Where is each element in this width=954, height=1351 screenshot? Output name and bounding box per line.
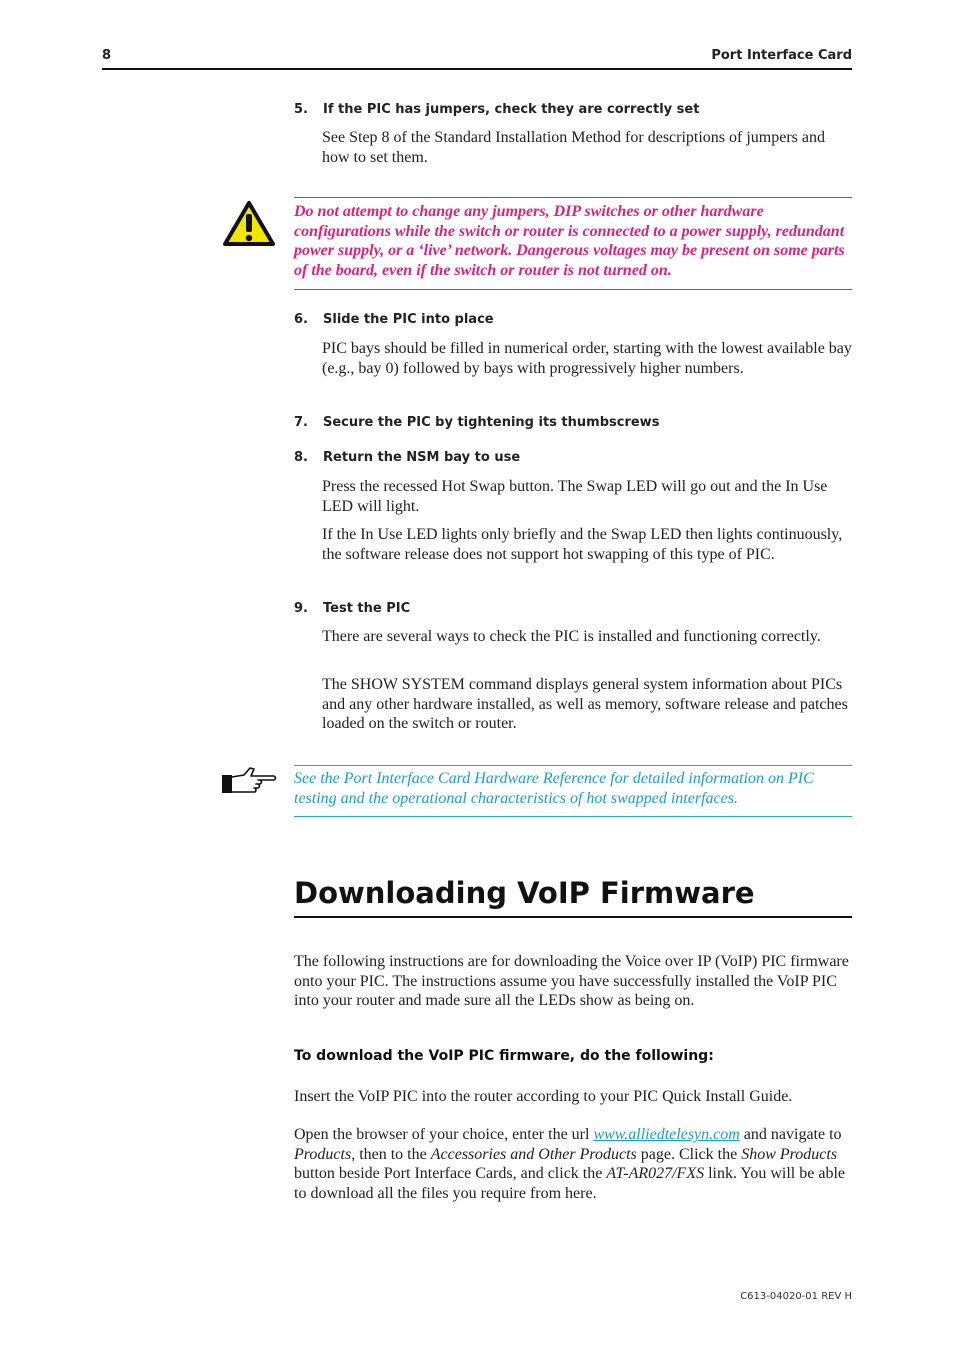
warning-text: Do not attempt to change any jumpers, DIP switches or other hardware configurations while the switch or router is connected to a power supply, redundant power supply, or a ‘live’ network. Dangerous voltages may be present on some parts of the board, even if the switch or router is not turned on. xyxy=(294,203,845,279)
step-9-body-2 xyxy=(322,675,852,734)
paragraph: There are several ways to check the PIC is installed and functioning correctly. xyxy=(322,628,821,645)
product-link-reference: AT-AR027/FXS xyxy=(606,1165,705,1182)
section-intro xyxy=(294,952,854,1011)
warning-box xyxy=(294,197,852,290)
page-number: 8 xyxy=(102,48,112,63)
menu-path-accessories: Accessories and Other Products xyxy=(430,1145,637,1163)
paragraph xyxy=(294,1125,854,1203)
step-7-heading xyxy=(294,415,659,430)
step-title: Return the NSM bay to use xyxy=(323,450,521,465)
step-number: 9. xyxy=(294,601,308,616)
step-title: Secure the PIC by tightening its thumbscrews xyxy=(323,415,660,430)
paragraph: Insert the VoIP PIC into the router according to your PIC Quick Install Guide. xyxy=(294,1088,793,1105)
step-number: 5. xyxy=(294,102,308,117)
step-6-body xyxy=(322,339,852,378)
download-instruction xyxy=(294,1125,854,1203)
note-text: See the Port Interface Card Hardware Reference for detailed information on PIC testing and the operational characteristics of hot swapped interfaces. xyxy=(294,770,814,807)
text-run: button beside Port Interface Cards, and click the xyxy=(294,1165,607,1182)
paragraph: If the In Use LED lights only briefly and the Swap LED then lights continuously, the software release does not support hot swapping of this type of PIC. xyxy=(322,526,843,563)
section-heading: Downloading VoIP Firmware xyxy=(294,876,755,910)
text-run: Open the browser of your choice, enter the url xyxy=(294,1126,594,1143)
procedure-title: To download the VoIP PIC firmware, do the following: xyxy=(294,1048,714,1064)
paragraph: The following instructions are for downloading the Voice over IP (VoIP) PIC firmware onto your PIC. The instructions assume you have successfully installed the VoIP PIC into your router and made sure all the LEDs show as being on. xyxy=(294,953,849,1009)
step-9-body-1 xyxy=(322,627,852,647)
menu-path-products: Products xyxy=(294,1145,352,1163)
header-rule xyxy=(102,68,852,70)
step-number: 8. xyxy=(294,450,308,465)
insert-instruction xyxy=(294,1087,854,1107)
website-link[interactable]: www.alliedtelesyn.com xyxy=(593,1126,740,1143)
note-box xyxy=(294,765,852,817)
step-5-body xyxy=(322,128,852,167)
step-title: Test the PIC xyxy=(323,601,411,616)
pointing-hand-icon xyxy=(220,763,278,802)
step-9-heading xyxy=(294,601,410,616)
step-8-heading xyxy=(294,450,520,465)
section-heading-rule xyxy=(294,916,852,918)
step-8-body-2 xyxy=(322,525,852,564)
text-run: page. Click the xyxy=(636,1145,742,1163)
paragraph: The SHOW SYSTEM command displays general system information about PICs and any other hardware installed, as well as memory, software release and patches loaded on the switch or router. xyxy=(322,676,848,732)
step-title: If the PIC has jumpers, check they are correctly set xyxy=(323,102,700,117)
text-run: and navigate to xyxy=(739,1126,842,1143)
show-products-reference: Show Products xyxy=(741,1145,838,1163)
text-run: , then to the xyxy=(351,1145,431,1163)
step-8-body-1 xyxy=(322,477,852,516)
step-number: 6. xyxy=(294,312,308,327)
paragraph: Press the recessed Hot Swap button. The Swap LED will go out and the In Use LED will light. xyxy=(322,478,828,515)
step-5-heading xyxy=(294,102,699,117)
warning-icon xyxy=(222,200,276,253)
step-6-heading xyxy=(294,312,494,327)
text-run: link. You will be able to download all the files you require from here. xyxy=(294,1165,845,1202)
step-title: Slide the PIC into place xyxy=(323,312,494,327)
paragraph: PIC bays should be filled in numerical order, starting with the lowest available bay (e.g., bay 0) followed by bays with progressively higher numbers. xyxy=(322,340,852,377)
paragraph: See Step 8 of the Standard Installation Method for descriptions of jumpers and how to set them. xyxy=(322,129,826,166)
running-header-title: Port Interface Card xyxy=(711,48,852,63)
step-number: 7. xyxy=(294,415,308,430)
document-code: C613-04020-01 REV H xyxy=(740,1291,852,1302)
